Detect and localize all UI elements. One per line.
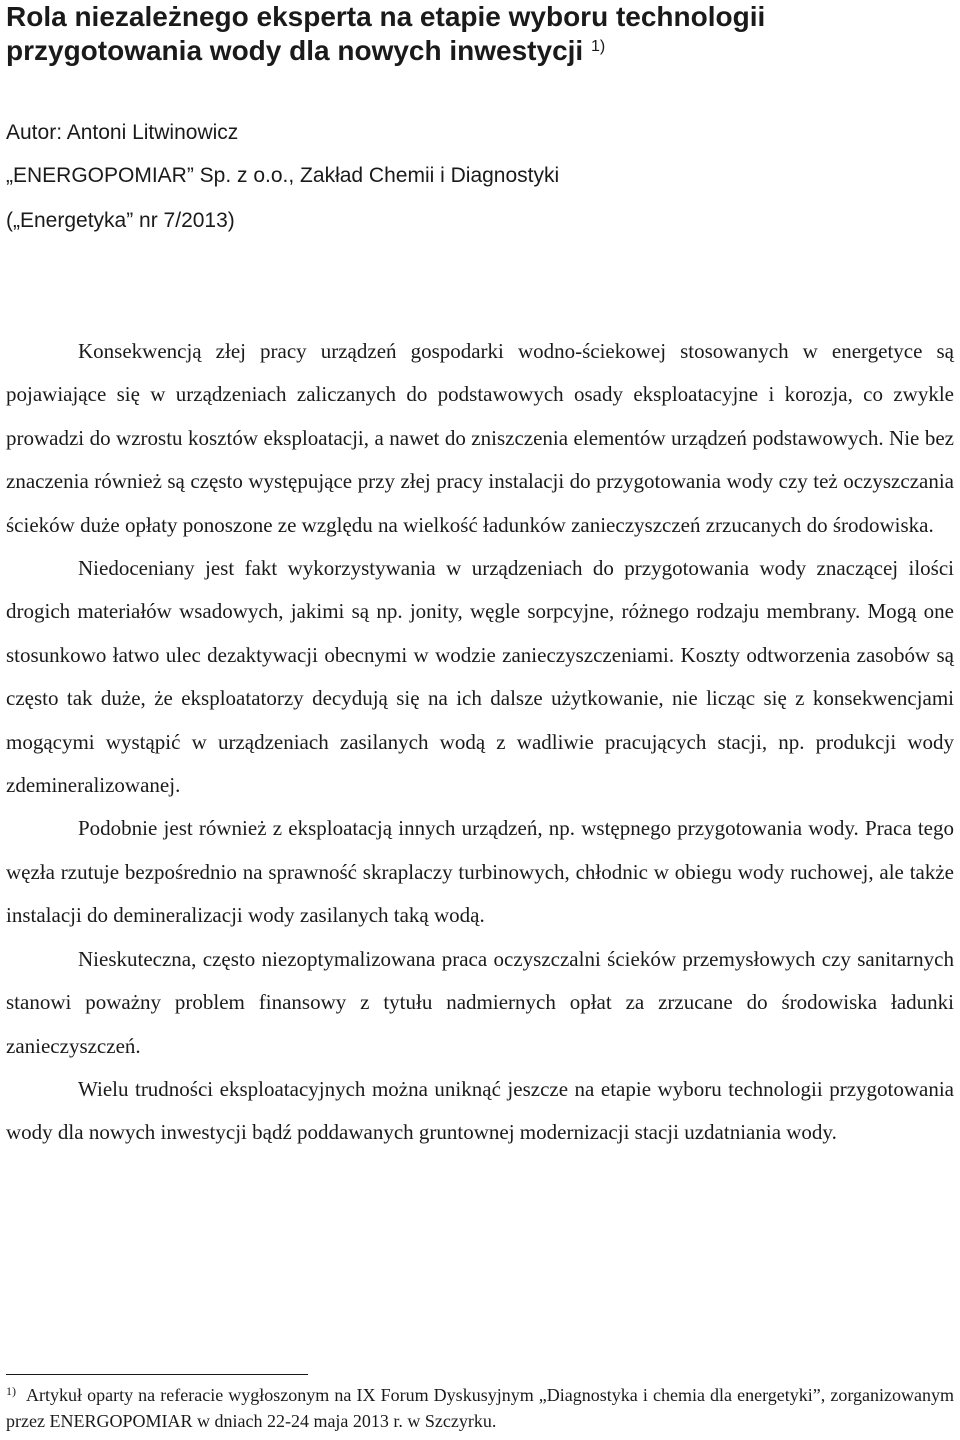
body-paragraph: Wielu trudności eksploatacyjnych można uniknąć jeszcze na etapie wyboru technologii przygotowania wody dla nowych inwestycji bądź poddawanych gruntownej modernizacji stacji uzdatniania wody.: [6, 1076, 954, 1145]
body-paragraph: Nieskuteczna, często niezoptymalizowana praca oczyszczalni ścieków przemysłowych czy sanitarnych stanowi poważny problem finansowy z tytułu nadmiernych opłat za zrzucane do środowiska ładunki zanieczyszczeń.: [6, 946, 954, 1058]
footnote: [6, 1382, 954, 1434]
source-line: („Energetyka” nr 7/2013): [6, 209, 235, 232]
title-text: Rola niezależnego eksperta na etapie wyboru technologii przygotowania wody dla nowych inwestycji: [6, 1, 766, 66]
body-paragraph: Niedoceniany jest fakt wykorzystywania w urządzeniach do przygotowania wody znaczącej ilości drogich materiałów wsadowych, jakimi są np. jonity, węgle sorpcyjne, różnego rodzaju membrany. Mogą one stosunkowo łatwo ulec dezaktywacji obecnymi w wodzie zanieczyszczeniami. Koszty odtworzenia zasobów są często tak duże, że eksploatatorzy decydują się na ich dalsze użytkowanie, nie licząc się z konsekwencjami mogącymi wystąpić w urządzeniach zasilanych wodą z wadliwie pracujących stacji, np. produkcji wody zdemineralizowanej.: [6, 556, 954, 798]
article-body: [6, 330, 954, 1155]
footnote-separator: [6, 1374, 308, 1375]
title-footnote-marker: 1): [591, 38, 606, 55]
document-title: [6, 0, 946, 68]
footnote-text: Artykuł oparty na referacie wygłoszonym na IX Forum Dyskusyjnym „Diagnostyka i chemia dla energetyki”, zorganizowanym przez ENERGOPOMIAR w dniach 22-24 maja 2013 r. w Szczyrku.: [6, 1385, 954, 1431]
author-line: Autor: Antoni Litwinowicz: [6, 121, 239, 144]
body-paragraph: Podobnie jest również z eksploatacją innych urządzeń, np. wstępnego przygotowania wody. Praca tego węzła rzutuje bezpośrednio na sprawność skraplaczy turbinowych, chłodnic w obiegu wody ruchowej, ale także instalacji do demineralizacji wody zasilanych taką wodą.: [6, 816, 954, 928]
organization-line: „ENERGOPOMIAR” Sp. z o.o., Zakład Chemii i Diagnostyki: [6, 164, 560, 187]
footnote-marker: 1): [6, 1384, 16, 1398]
body-paragraph: Konsekwencją złej pracy urządzeń gospodarki wodno-ściekowej stosowanych w energetyce są pojawiające się w urządzeniach zaliczanych do podstawowych osady eksploatacyjne i korozja, co zwykle prowadzi do wzrostu kosztów eksploatacji, a nawet do zniszczenia elementów urządzeń podstawowych. Nie bez znaczenia również są często występujące przy złej pracy instalacji do przygotowania wody czy też oczyszczania ścieków duże opłaty ponoszone ze względu na wielkość ładunków zanieczyszczeń zrzucanych do środowiska.: [6, 339, 954, 537]
